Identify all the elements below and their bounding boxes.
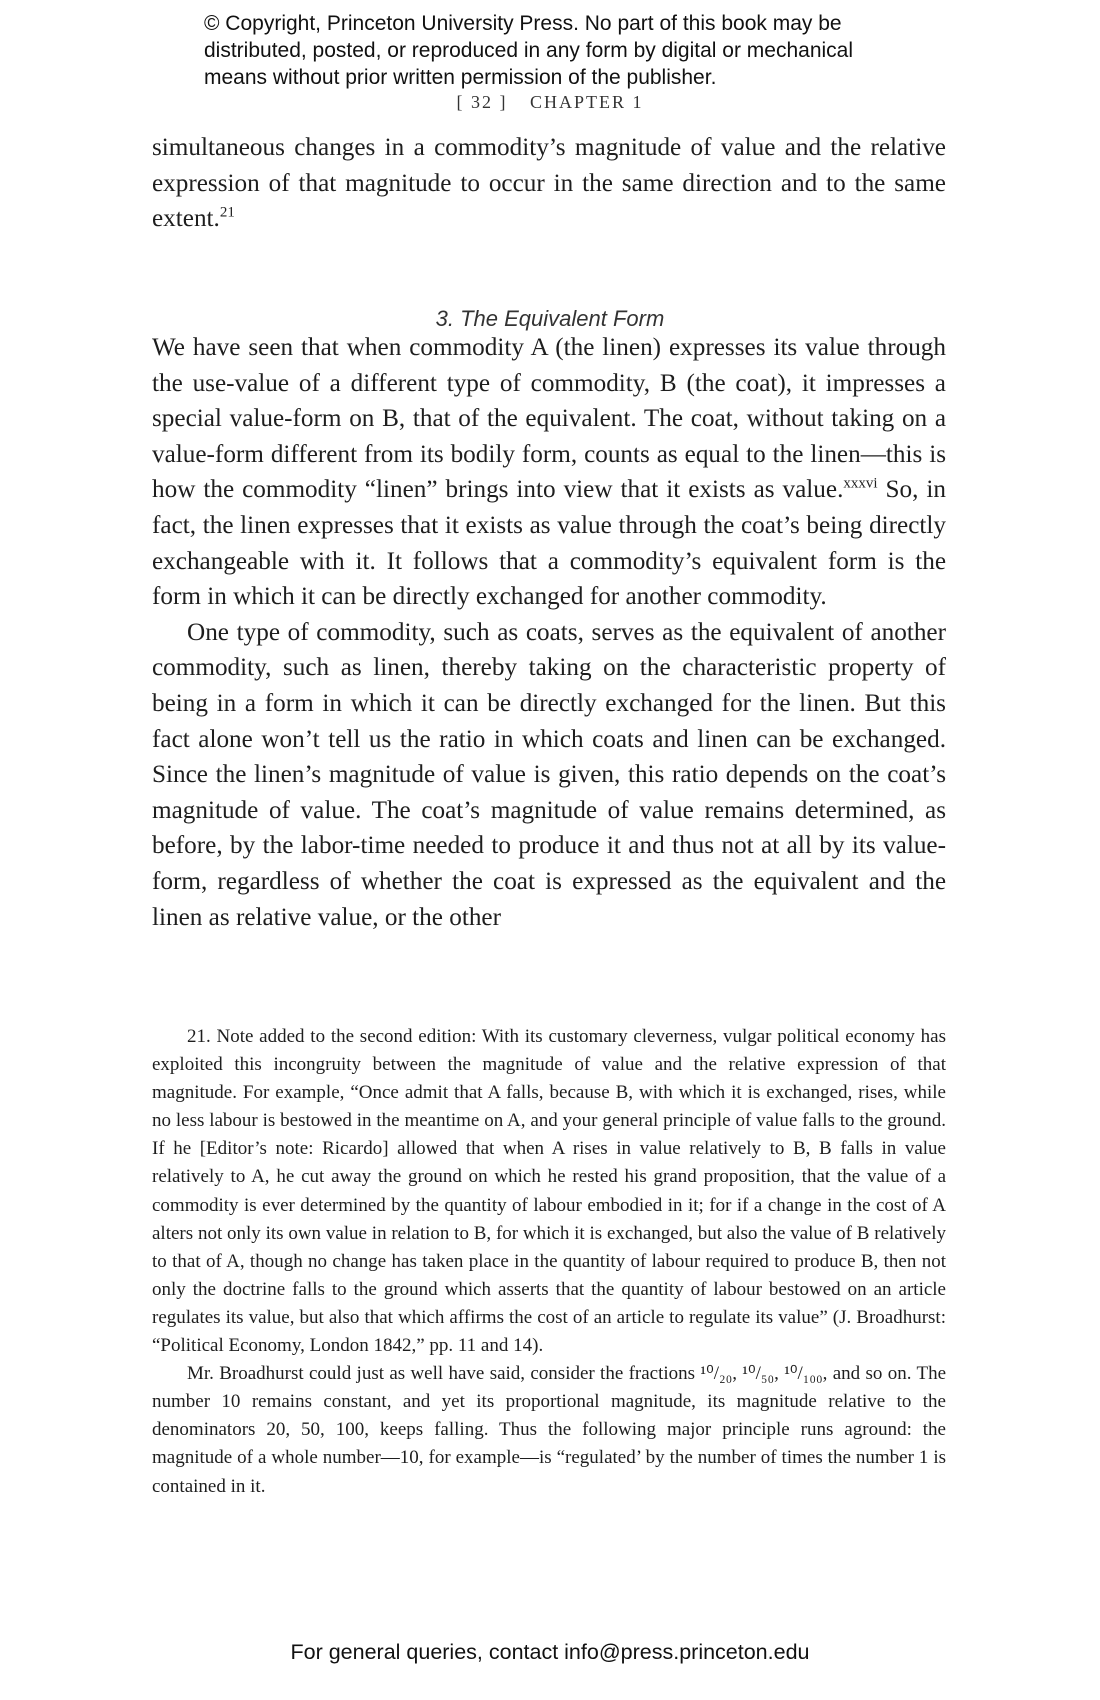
running-head	[0, 92, 1100, 113]
paragraph-1-text-b: So, in fact, the linen expresses that it exists as value through the coat’s being directly exchangeable with it. It follows that a commodity’s equivalent form is the form in which it can be directly exchanged for another commodity.	[152, 476, 946, 611]
opening-paragraph-block	[152, 130, 946, 237]
copyright-line: distributed, posted, or reproduced in any form by digital or mechanical	[204, 39, 854, 62]
footnote-ref-21[interactable]: 21	[219, 204, 235, 221]
paragraph-1-text-a: We have seen that when commodity A (the linen) expresses its value through the use-value of a different type of commodity, B (the coat), it impresses a special value-form on B, that of the equivalent. The coat, without taking on a value-form different from its bodily form, counts as equal to the linen—this is how the commodity “linen” brings into view that it exists as value.	[152, 334, 946, 504]
copyright-line: © Copyright, Princeton University Press. No part of this book may be	[204, 12, 842, 35]
opening-paragraph	[152, 130, 946, 237]
editor-note-ref[interactable]: xxxvi	[843, 475, 878, 492]
copyright-notice	[204, 10, 964, 91]
footnotes-section	[152, 1023, 946, 1501]
opening-paragraph-text: simultaneous changes in a commodity’s magnitude of value and the relative expression of that magnitude to occur in the same direction and to the same extent.	[152, 134, 946, 233]
footnote-21: 21. Note added to the second edition: With its customary cleverness, vulgar political economy has exploited this incongruity between the magnitude of value and the relative expression of that magnitude. For example, “Once admit that A falls, because B, with which it is exchanged, rises, while no less labour is bestowed in the meantime on A, and your general principle of value falls to the ground. If he [Editor’s note: Ricardo] allowed that when A rises in value relatively to B, B falls in value relatively to A, he cut away the ground on which he rested his grand proposition, that the value of a commodity is ever determined by the quantity of labour embodied in it; for if a change in the cost of A alters not only its own value in relation to B, for which it is exchanged, but also the value of B relatively to that of A, though no change has taken place in the quantity of labour required to produce B, then not only the doctrine falls to the ground which asserts that the quantity of labour bestowed on an article regulates its value, but also that which affirms the cost of an article to regulate its value” (J. Broadhurst: “Political Economy, London 1842,” pp. 11 and 14).	[152, 1026, 946, 1357]
footnote-21-continuation: Mr. Broadhurst could just as well have said, consider the fractions ¹⁰/₂₀, ¹⁰/₅₀, ¹⁰/₁₀₀, and so on. The number 10 remains constant, and yet its proportional magnitude, its magnitude relative to the denominators 20, 50, 100, keeps falling. Thus the following major principle runs aground: the magnitude of a whole number—10, for example—is “regulated’ by the number of times the number 1 is contained in it.	[152, 1363, 946, 1497]
copyright-line: means without prior written permission of the publisher.	[204, 66, 717, 89]
chapter-label: CHAPTER 1	[529, 92, 644, 112]
section-heading: 3. The Equivalent Form	[435, 306, 665, 331]
contact-footer: For general queries, contact info@press.princeton.edu	[290, 1640, 810, 1664]
paragraph-2: One type of commodity, such as coats, serves as the equivalent of another commodity, such as linen, thereby taking on the characteristic property of being in a form in which it can be directly exchanged for the linen. But this fact alone won’t tell us the ratio in which coats and linen can be exchanged. Since the linen’s magnitude of value is given, this ratio depends on the coat’s magnitude of value. The coat’s magnitude of value remains determined, as before, by the labor-time needed to produce it and thus not at all by its value-form, regardless of whether the coat is expressed as the equivalent and the linen as relative value, or the other	[152, 618, 946, 931]
page-number: [ 32 ]	[456, 92, 508, 112]
main-text-block	[152, 330, 946, 935]
paragraph-1	[152, 330, 946, 615]
